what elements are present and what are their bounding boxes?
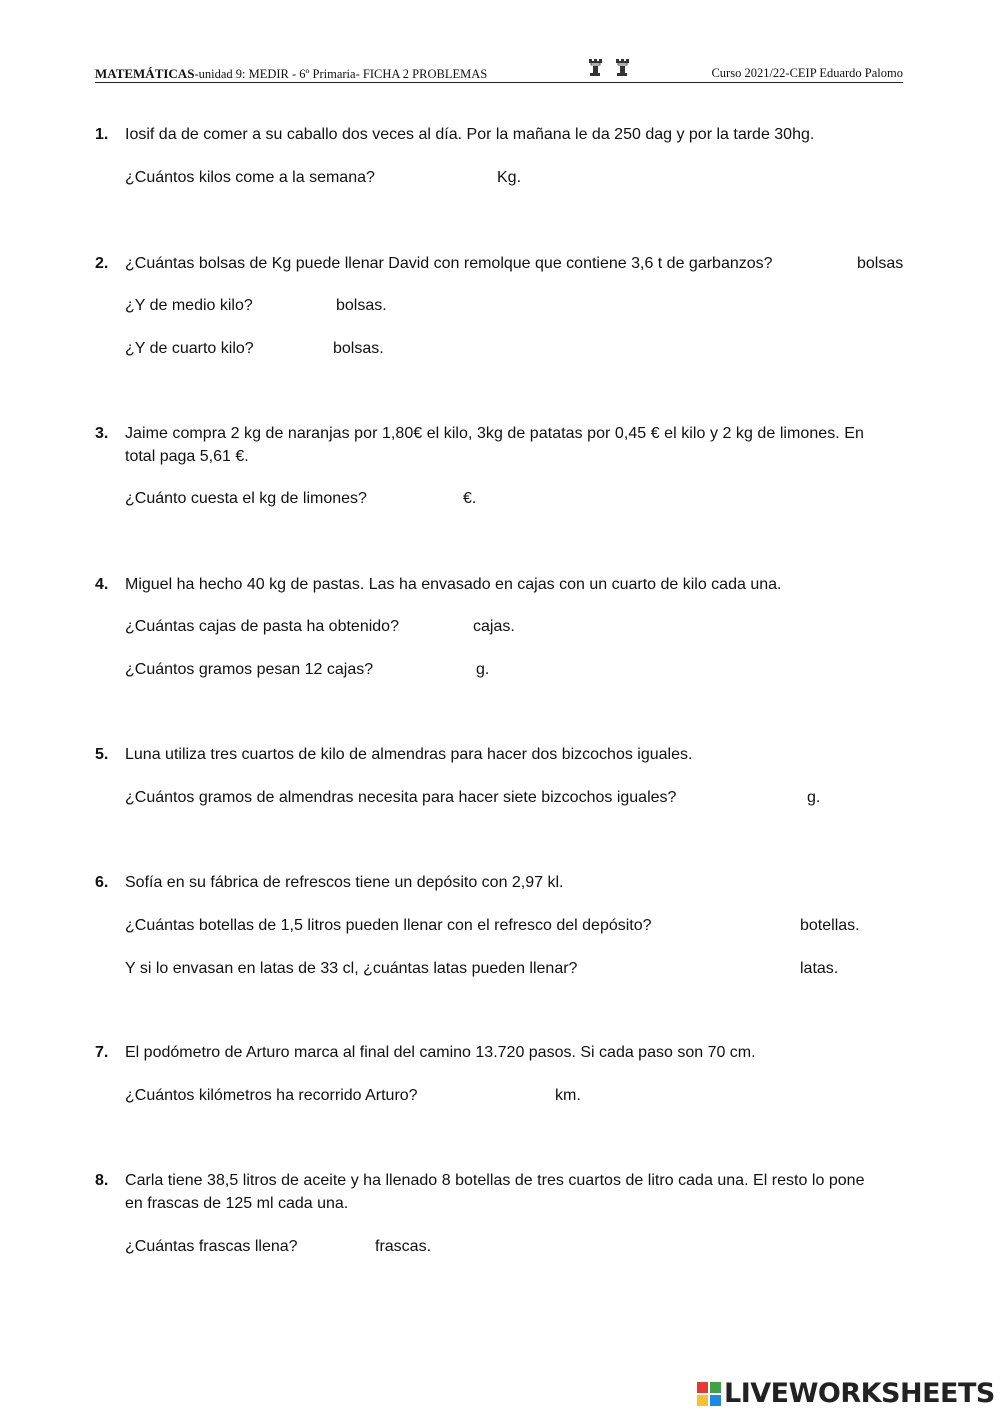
- answer-unit: bolsas.: [333, 340, 384, 357]
- answer-unit: g.: [476, 661, 490, 678]
- problem-question: ¿Cuánto cuesta el kg de limones?: [125, 490, 367, 507]
- problem-text-line-1: Carla tiene 38,5 litros de aceite y ha llenado 8 botellas de tres cuartos de litro cada una. El resto lo pone: [125, 1172, 865, 1189]
- answer-unit: €.: [463, 490, 477, 507]
- problem-number: 7.: [95, 1044, 109, 1061]
- answer-unit: bolsas: [857, 255, 904, 272]
- header-unit-info: -unidad 9: MEDIR - 6º Primaria- FICHA 2 PROBLEMAS: [194, 67, 488, 81]
- header-course: Curso 2021/22-CEIP Eduardo Palomo: [711, 66, 903, 80]
- liveworksheets-mark-icon: [697, 1382, 721, 1406]
- problem-question: ¿Cuántos kilos come a la semana?: [125, 169, 375, 186]
- answer-unit: Kg.: [497, 169, 522, 186]
- problem-question: ¿Cuántos gramos de almendras necesita para hacer siete bizcochos iguales?: [125, 789, 677, 806]
- logo-cell: [710, 1382, 721, 1393]
- header-title: [95, 66, 487, 82]
- problem-text: Miguel ha hecho 40 kg de pastas. Las ha envasado en cajas con un cuarto de kilo cada una.: [125, 576, 782, 593]
- problem-number: 2.: [95, 255, 109, 272]
- problem-number: 6.: [95, 874, 109, 891]
- problem-question: ¿Cuántas botellas de 1,5 litros pueden llenar con el refresco del depósito?: [125, 917, 652, 934]
- problem-number: 5.: [95, 746, 109, 763]
- problem-number: 3.: [95, 425, 109, 442]
- problem-question: ¿Cuántos kilómetros ha recorrido Arturo?: [125, 1087, 418, 1104]
- page-header: [95, 60, 903, 83]
- answer-unit: bolsas.: [336, 297, 387, 314]
- logo-cell: [710, 1395, 721, 1406]
- problem-text: Sofía en su fábrica de refrescos tiene un depósito con 2,97 kl.: [125, 874, 564, 891]
- liveworksheets-logo: [697, 1378, 993, 1410]
- problem-text-line-1: Jaime compra 2 kg de naranjas por 1,80€ el kilo, 3kg de patatas por 0,45 € el kilo y 2 kg de limones. En: [125, 425, 864, 442]
- answer-unit: frascas.: [375, 1238, 432, 1255]
- problem-question: ¿Cuántas cajas de pasta ha obtenido?: [125, 618, 399, 635]
- problem-number: 8.: [95, 1172, 109, 1189]
- problem-question: ¿Cuántas frascas llena?: [125, 1238, 298, 1255]
- problem-text: Luna utiliza tres cuartos de kilo de almendras para hacer dos bizcochos iguales.: [125, 746, 693, 763]
- problem-question: ¿Cuántos gramos pesan 12 cajas?: [125, 661, 374, 678]
- problem-text: Iosif da de comer a su caballo dos veces al día. Por la mañana le da 250 dag y por la tarde 30hg.: [125, 126, 815, 143]
- problem-question: Y si lo envasan en latas de 33 cl, ¿cuántas latas pueden llenar?: [125, 960, 578, 977]
- problem-question: ¿Y de cuarto kilo?: [125, 340, 254, 357]
- logo-cell: [697, 1382, 708, 1393]
- problem-text-line-2: en frascas de 125 ml cada una.: [125, 1195, 349, 1212]
- problem-question: ¿Y de medio kilo?: [125, 297, 253, 314]
- problem-text-line-2: total paga 5,61 €.: [125, 448, 249, 465]
- problem-number: 4.: [95, 576, 109, 593]
- answer-unit: botellas.: [800, 917, 860, 934]
- answer-unit: g.: [807, 789, 821, 806]
- castle-figures-icon: [587, 58, 635, 80]
- header-subject: MATEMÁTICAS: [95, 66, 195, 81]
- problem-number: 1.: [95, 126, 109, 143]
- problem-text: El podómetro de Arturo marca al final del camino 13.720 pasos. Si cada paso son 70 cm.: [125, 1044, 756, 1061]
- answer-unit: latas.: [800, 960, 839, 977]
- problem-text: ¿Cuántas bolsas de Kg puede llenar David con remolque que contiene 3,6 t de garbanzos?: [125, 255, 773, 272]
- liveworksheets-brand: LIVEWORKSHEETS: [724, 1378, 995, 1409]
- answer-unit: km.: [555, 1087, 581, 1104]
- logo-cell: [697, 1395, 708, 1406]
- answer-unit: cajas.: [473, 618, 515, 635]
